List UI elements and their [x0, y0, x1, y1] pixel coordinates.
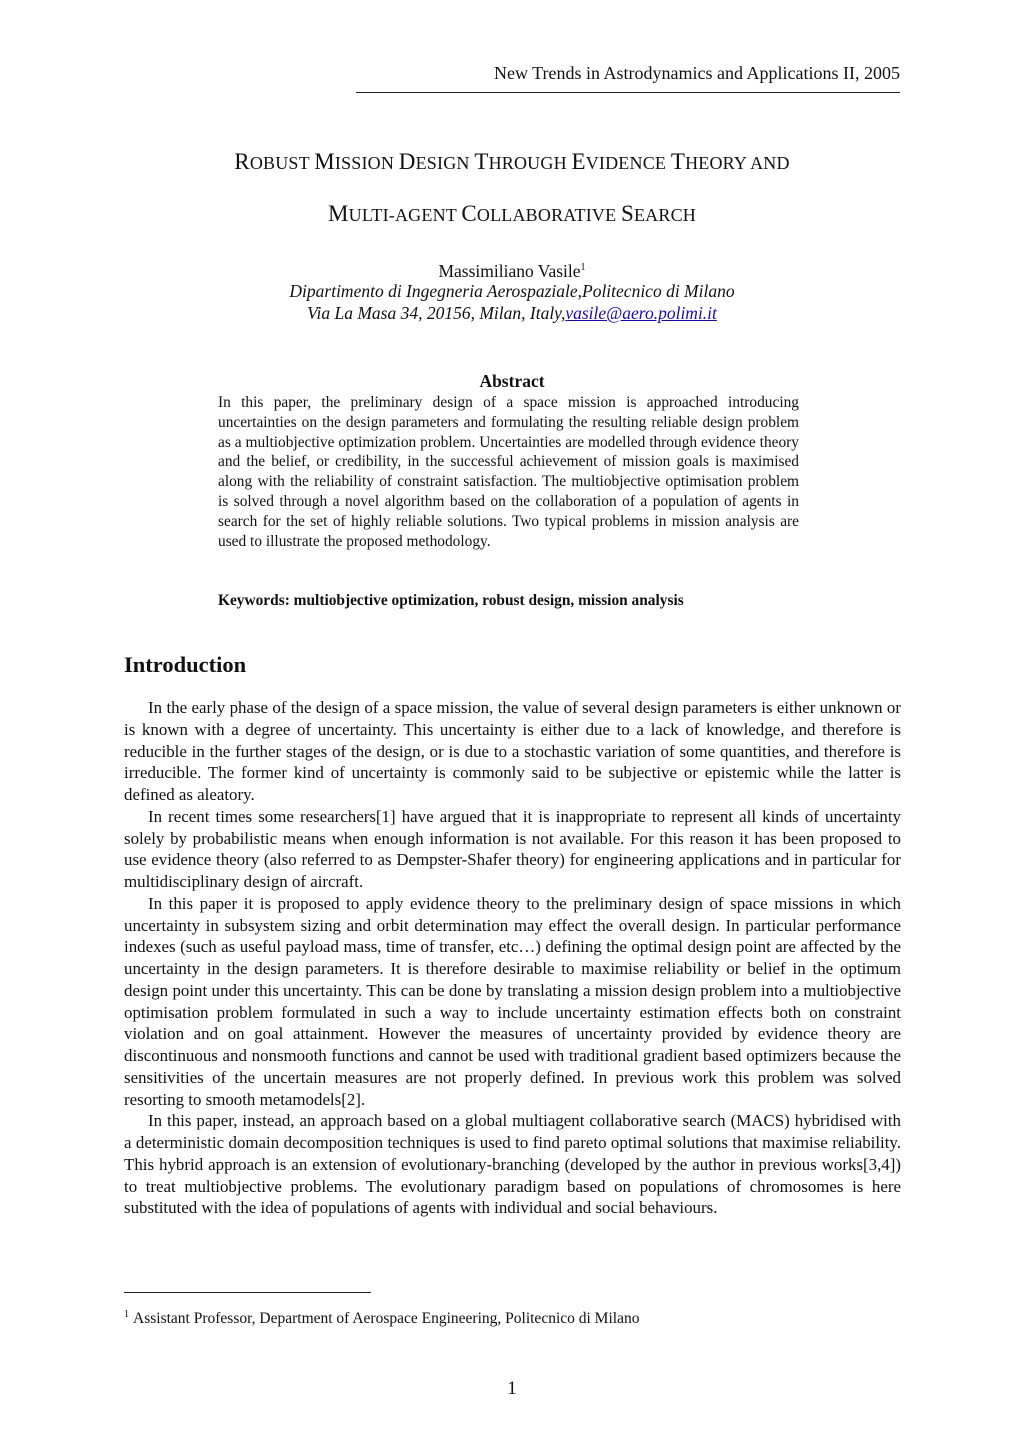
- keywords: Keywords: multiobjective optimization, robust design, mission analysis: [218, 592, 684, 609]
- abstract-text: In this paper, the preliminary design of a space mission is approached introducing uncertainties on the design parameters and formulating the resulting reliable design problem as a multiobjective optimization problem. Uncertainties are modelled through evidence theory and the belief, or credibility, in the successful achievement of mission goals is maximised along with the reliability of constraint satisfaction. The multiobjective optimisation problem is solved through a novel algorithm based on the collaboration of a population of agents in search for the set of highly reliable solutions. Two typical problems in mission analysis are used to illustrate the proposed methodology.: [218, 394, 799, 550]
- paragraph: In the early phase of the design of a space mission, the value of several design parameters is either unknown or is known with a degree of uncertainty. This uncertainty is either due to a lack of knowledge, and therefore is reducible in the further stages of the design, or is due to a stochastic variation of some quantities, and therefore is irreducible. The former kind of uncertainty is commonly said to be subjective or epistemic while the latter is defined as aleatory.: [124, 698, 901, 804]
- paragraph: In recent times some researchers[1] have argued that it is inappropriate to represent all kinds of uncertainty solely by probabilistic means when enough information is not available. For this reason it has been proposed to use evidence theory (also referred to as Dempster-Shafer theory) for engineering applications and in particular for multidisciplinary design of aircraft.: [124, 806, 901, 891]
- footnote-mark: 1: [124, 1309, 129, 1320]
- header-rule: [356, 92, 900, 93]
- author-name: Massimiliano Vasile$^1$: [438, 261, 586, 281]
- author-footnote-mark: 1: [580, 262, 586, 273]
- footnote-rule: [124, 1292, 371, 1293]
- author-email-link[interactable]: vasile@aero.polimi.it: [565, 303, 717, 323]
- section-heading-introduction: Introduction: [124, 652, 247, 677]
- paper-title-line-2: MULTI-AGENT COLLABORATIVE SEARCH: [328, 201, 696, 226]
- author-address: Via La Masa 34, 20156, Milan, Italy,vasile@aero.polimi.it: [307, 303, 717, 323]
- abstract-heading: Abstract: [479, 371, 545, 391]
- running-header: New Trends in Astrodynamics and Applications II, 2005: [494, 63, 900, 83]
- author-affiliation: Dipartimento di Ingegneria Aerospaziale,Politecnico di Milano: [289, 281, 735, 301]
- paper-title-line-1: ROBUST MISSION DESIGN THROUGH EVIDENCE THEORY AND: [234, 149, 790, 174]
- introduction-body: [124, 697, 901, 1219]
- footnote: [124, 1305, 924, 1329]
- paragraph: In this paper, instead, an approach based on a global multiagent collaborative search (MACS) hybridised with a deterministic domain decomposition techniques is used to find pareto optimal solutions that maximise reliability. This hybrid approach is an extension of evolutionary-branching (developed by the author in previous works[3,4]) to treat multiobjective problems. The evolutionary paradigm based on populations of chromosomes is here substituted with the idea of populations of agents with individual and social behaviours.: [124, 1111, 901, 1218]
- footnote-text: Assistant Professor, Department of Aerospace Engineering, Politecnico di Milano: [133, 1310, 640, 1327]
- page-number: 1: [507, 1378, 517, 1399]
- paragraph: In this paper it is proposed to apply evidence theory to the preliminary design of space missions in which uncertainty in subsystem sizing and orbit determination may effect the overall design. In particular performance indexes (such as useful payload mass, time of transfer, etc…) defining the optimal design point are affected by the uncertainty in the design parameters. It is therefore desirable to maximise reliability or belief in the optimum design point under this uncertainty. This can be done by translating a mission design problem into a multiobjective optimisation problem formulated in such a way to include uncertainty estimation effects both on constraint violation and on goal attainment. However the measures of uncertainty provided by evidence theory are discontinuous and nonsmooth functions and cannot be used with traditional gradient based optimizers because the sensitivities of the uncertain measures are not properly defined. In previous work this problem was solved resorting to smooth metamodels[2].: [124, 893, 901, 1109]
